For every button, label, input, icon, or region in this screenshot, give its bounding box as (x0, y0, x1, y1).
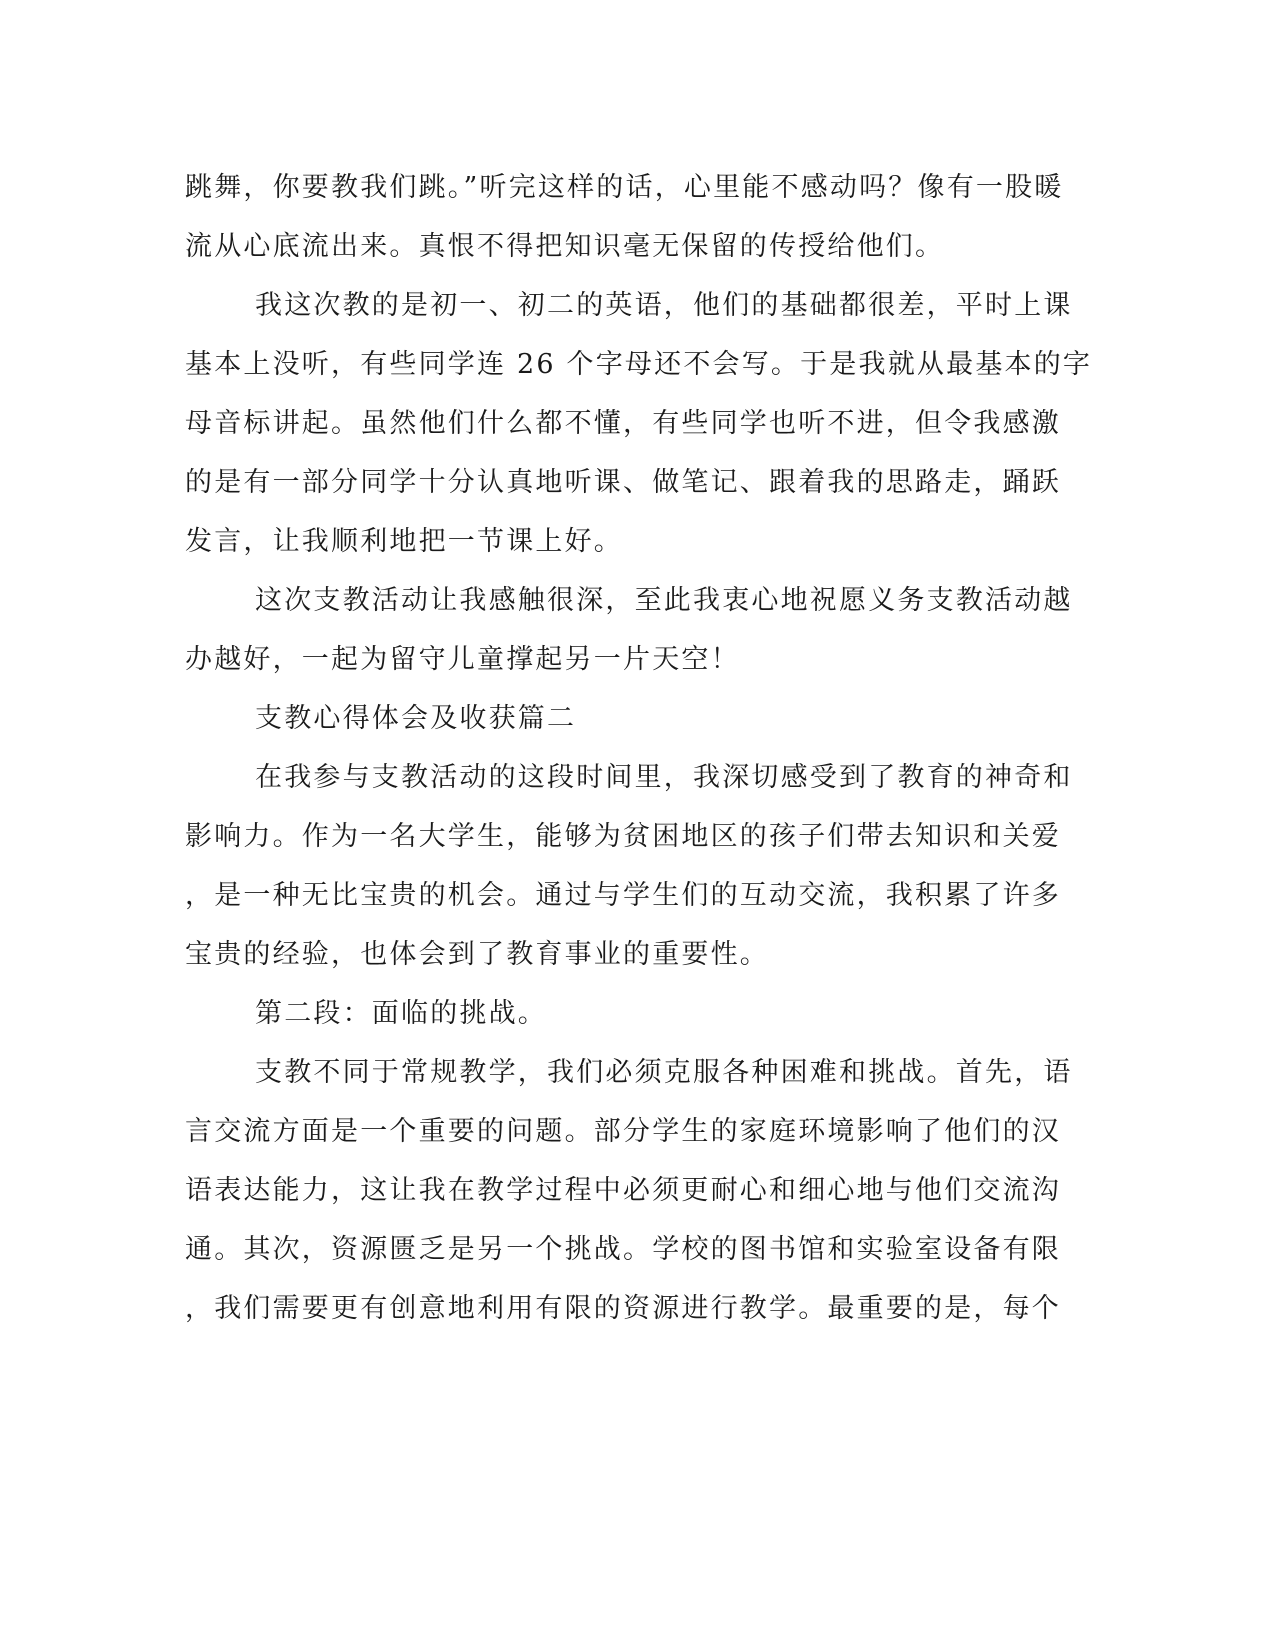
text-line: 母音标讲起。虽然他们什么都不懂，有些同学也听不进，但令我感激 (185, 408, 1061, 439)
text-line: 发言，让我顺利地把一节课上好。 (185, 526, 623, 557)
document-body (185, 158, 1093, 1338)
text-line: ，我们需要更有创意地利用有限的资源进行教学。最重要的是，每个 (185, 1293, 1061, 1324)
text-line: 的是有一部分同学十分认真地听课、做笔记、跟着我的思路走，踊跃 (185, 467, 1061, 498)
text-line: 我这次教的是初一、初二的英语，他们的基础都很差，平时上课 (255, 290, 1073, 321)
text-line: 在我参与支教活动的这段时间里，我深切感受到了教育的神奇和 (255, 762, 1073, 793)
text-line: ，是一种无比宝贵的机会。通过与学生们的互动交流，我积累了许多 (185, 880, 1061, 911)
text-line: 基本上没听，有些同学连 26 个字母还不会写。于是我就从最基本的字 (185, 349, 1093, 380)
section-heading: 支教心得体会及收获篇二 (255, 703, 577, 734)
text-line: 语表达能力，这让我在教学过程中必须更耐心和细心地与他们交流沟 (185, 1175, 1061, 1206)
text-line: 言交流方面是一个重要的问题。部分学生的家庭环境影响了他们的汉 (185, 1116, 1061, 1147)
text-line: 宝贵的经验，也体会到了教育事业的重要性。 (185, 939, 769, 970)
text-line: 这次支教活动让我感触很深，至此我衷心地祝愿义务支教活动越 (255, 585, 1073, 616)
text-line: 办越好，一起为留守儿童撑起另一片天空！ (185, 644, 740, 675)
text-line: 跳舞，你要教我们跳。”听完这样的话，心里能不感动吗？像有一股暖 (185, 172, 1064, 203)
text-line: 通。其次，资源匮乏是另一个挑战。学校的图书馆和实验室设备有限 (185, 1234, 1061, 1265)
subsection-heading: 第二段：面临的挑战。 (255, 998, 547, 1029)
text-line: 影响力。作为一名大学生，能够为贫困地区的孩子们带去知识和关爱 (185, 821, 1061, 852)
text-line: 流从心底流出来。真恨不得把知识毫无保留的传授给他们。 (185, 231, 945, 262)
text-line: 支教不同于常规教学，我们必须克服各种困难和挑战。首先，语 (255, 1057, 1073, 1088)
